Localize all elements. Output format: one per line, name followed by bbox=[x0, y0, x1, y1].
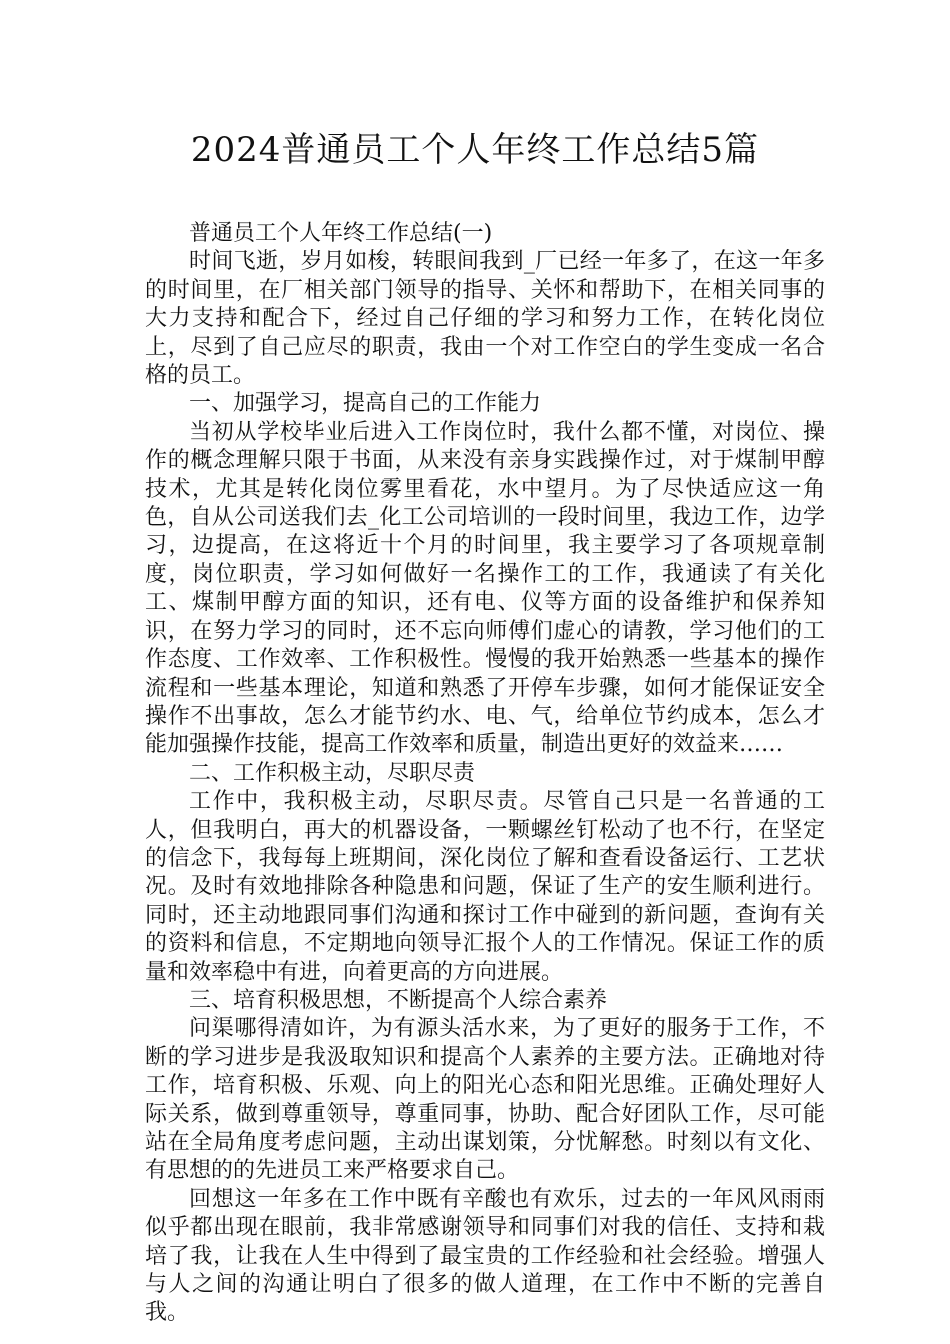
paragraph-work: 工作中，我积极主动，尽职尽责。尽管自己只是一名普通的工人，但我明白，再大的机器设备，一颗螺丝钉松动了也不行，在坚定的信念下，我每每上班期间，深化岗位了解和查看设备运行、工艺状况。及时有效地排除各种隐患和问题，保证了生产的安生顺利进行。同时，还主动地跟同事们沟通和探讨工作中碰到的新问题，查询有关的资料和信息，不定期地向领导汇报个人的工作情况。保证工作的质量和效率稳中有进，向着更高的方向进展。 bbox=[145, 789, 825, 985]
document-title: 2024普通员工个人年终工作总结5篇 bbox=[190, 130, 760, 170]
section-heading-2: 二、工作积极主动，尽职尽责 bbox=[189, 760, 476, 786]
section-heading-1: 一、加强学习，提高自己的工作能力 bbox=[189, 391, 542, 417]
section-heading-3: 三、培育积极思想，不断提高个人综合素养 bbox=[189, 987, 608, 1013]
paragraph-conclusion: 回想这一年多在工作中既有辛酸也有欢乐，过去的一年风风雨雨似乎都出现在眼前，我非常感谢领导和同事们对我的信任、支持和栽培了我，让我在人生中得到了最宝贵的工作经验和社会经验。增强人与人之间的沟通让明白了很多的做人道理，在工作中不断的完善自我。 bbox=[145, 1186, 825, 1326]
paragraph-study: 当初从学校毕业后进入工作岗位时，我什么都不懂，对岗位、操作的概念理解只限于书面，从来没有亲身实践操作过，对于煤制甲醇技术，尤其是转化岗位雾里看花，水中望月。为了尽快适应这一角色，自从公司送我们去_化工公司培训的一段时间里，我边工作，边学习，边提高，在这将近十个月的时间里，我主要学习了各项规章制度，岗位职责，学习如何做好一名操作工的工作，我通读了有关化工、煤制甲醇方面的知识，还有电、仪等方面的设备维护和保养知识，在努力学习的同时，还不忘向师傅们虚心的请教，学习他们的工作态度、工作效率、工作积极性。慢慢的我开始熟悉一些基本的操作流程和一些基本理论，知道和熟悉了开停车步骤，如何才能保证安全操作不出事故，怎么才能节约水、电、气，给单位节约成本，怎么才能加强操作技能，提高工作效率和质量，制造出更好的效益来…… bbox=[145, 419, 825, 758]
paragraph-attitude: 问渠哪得清如许，为有源头活水来，为了更好的服务于工作，不断的学习进步是我汲取知识和提高个人素养的主要方法。正确地对待工作，培育积极、乐观、向上的阳光心态和阳光思维。正确处理好人际关系，做到尊重领导，尊重同事，协助、配合好团队工作，尽可能站在全局角度考虑问题，主动出谋划策，分忧解愁。时刻以有文化、有思想的的先进员工来严格要求自己。 bbox=[145, 1016, 825, 1184]
paragraph-intro: 时间飞逝，岁月如梭，转眼间我到_厂已经一年多了，在这一年多的时间里，在厂相关部门领导的指导、关怀和帮助下，在相关同事的大力支持和配合下，经过自己仔细的学习和努力工作，在转化岗位上，尽到了自己应尽的职责，我由一个对工作空白的学生变成一名合格的员工。 bbox=[145, 249, 825, 389]
section-heading-part-one: 普通员工个人年终工作总结(一) bbox=[189, 221, 493, 246]
document-body bbox=[145, 220, 825, 1328]
